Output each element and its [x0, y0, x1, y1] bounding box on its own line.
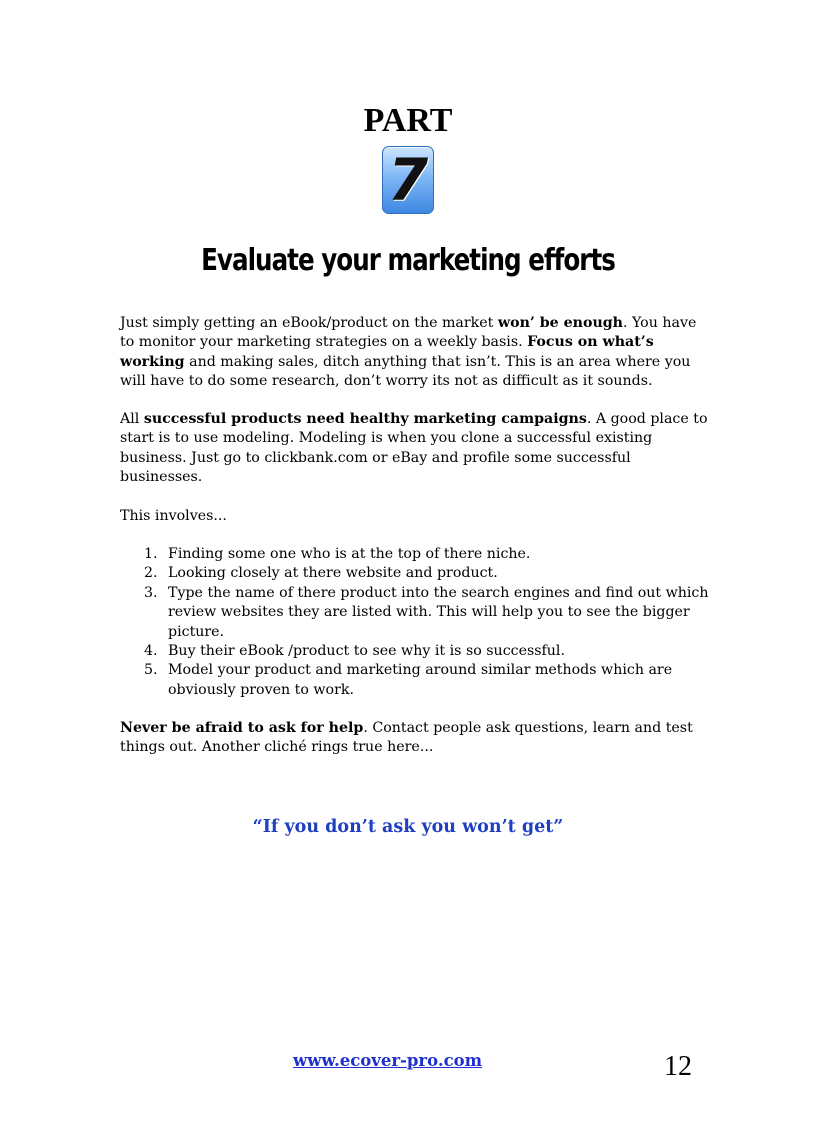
list-item-text: Type the name of there product into the search engines and find out which review websites they are listed with. This will help you to see the bigger picture. — [168, 584, 709, 640]
bold-phrase: Never be afraid to ask for help — [120, 720, 364, 736]
highlight-quote: “If you don’t ask you won’t get” — [252, 817, 564, 837]
paragraph-text: Just simply getting an eBook/product on the market — [120, 315, 498, 331]
paragraph-modeling — [120, 410, 710, 488]
list-item-number: 2. — [144, 565, 158, 582]
paragraph-text: . You have to monitor your marketing strategies on a weekly basis. — [120, 315, 697, 351]
list-item — [120, 545, 710, 564]
paragraph-involves: This involves... — [120, 508, 227, 524]
paragraph-text: All — [120, 411, 144, 427]
list-item-number: 1. — [144, 546, 158, 562]
list-item-number: 4. — [144, 643, 158, 660]
list-item — [120, 564, 710, 583]
list-item-text: Model your product and marketing around similar methods which are obviously proven to work. — [168, 662, 673, 698]
paragraph-text: . A good place to start is to use modeling. Modeling is when you clone a successful existing business. Just go to clickbank.com or eBay and profile some successful businesses. — [120, 411, 708, 486]
list-item-number: 5. — [144, 662, 158, 679]
bold-phrase: successful products need healthy marketing campaigns — [143, 411, 587, 427]
list-item — [120, 642, 710, 661]
steps-list — [120, 545, 710, 700]
paragraph-intro — [120, 314, 710, 392]
list-item-text: Looking closely at there website and product. — [168, 565, 498, 582]
page-number: 12 — [664, 1051, 692, 1082]
footer-website-link[interactable]: www.ecover-pro.com — [293, 1051, 483, 1070]
bold-phrase: won’ be enough — [497, 315, 624, 331]
paragraph-text: and making sales, ditch anything that isn’t. This is an area where you will have to do some research, don’t worry its not as difficult as it sounds. — [120, 353, 691, 390]
list-item — [120, 661, 710, 700]
list-item — [120, 584, 710, 642]
list-item-text: Buy their eBook /product to see why it is so successful. — [168, 643, 565, 660]
list-item-text: Finding some one who is at the top of there niche. — [168, 546, 531, 562]
list-item-number: 3. — [144, 584, 158, 601]
paragraph-text: . Contact people ask questions, learn and test things out. Another cliché rings true here... — [120, 720, 693, 756]
part-number: 7 — [387, 146, 429, 214]
part-number-badge — [382, 146, 434, 214]
part-heading: PART — [363, 102, 453, 139]
bold-phrase: Focus on what’s working — [120, 334, 654, 370]
paragraph-help — [120, 719, 710, 758]
chapter-title: Evaluate your marketing efforts — [201, 243, 615, 278]
